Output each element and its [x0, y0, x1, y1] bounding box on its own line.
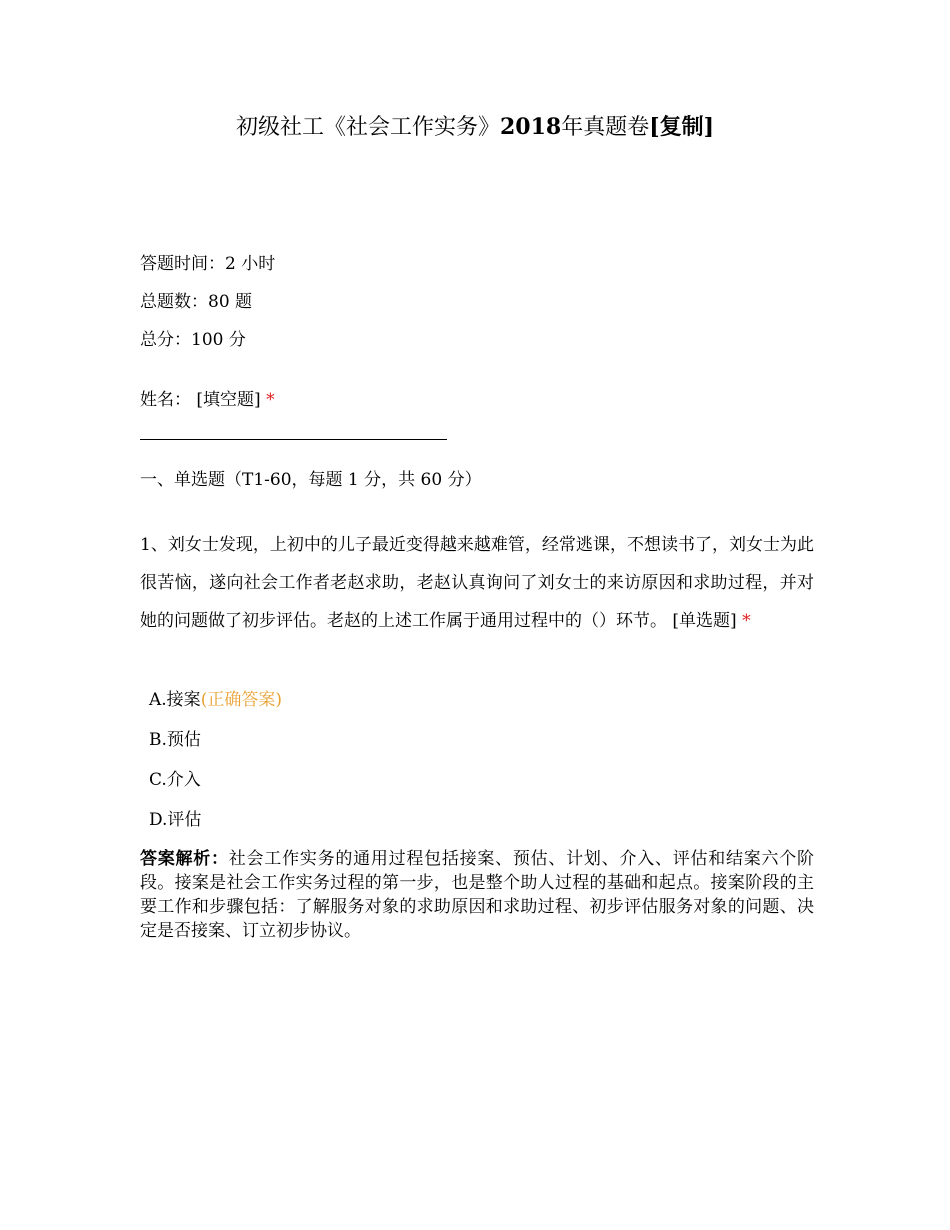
option-b-label: B.预估	[149, 730, 201, 750]
title-year: 2018	[499, 114, 562, 140]
name-question	[140, 388, 275, 412]
correct-answer-tag: (正确答案)	[200, 690, 282, 710]
question-1-text: 1、刘女士发现，上初中的儿子最近变得越来越难管，经常逃课，不想读书了，刘女士为此很苦恼，遂向社会工作者老赵求助，老赵认真询问了刘女士的来访原因和求助过程，并对她的问题做了初步评估。老赵的上述工作属于通用过程中的（）环节。	[140, 535, 814, 631]
option-a-label: A.接案	[149, 690, 201, 710]
question-1-type: [单选题]	[672, 611, 737, 631]
answer-analysis	[140, 847, 814, 943]
question-1	[140, 526, 814, 640]
name-type: [填空题]	[196, 390, 261, 410]
page-title	[0, 112, 950, 143]
title-copy-tag: [复制]	[649, 114, 715, 140]
title-part-3: 年真题卷	[561, 115, 650, 140]
answer-time: 答题时间：2 小时	[140, 254, 276, 274]
option-d-label: D.评估	[149, 810, 202, 830]
total-score: 总分：100 分	[140, 330, 246, 350]
option-d[interactable]	[149, 808, 201, 832]
analysis-text: 社会工作实务的通用过程包括接案、预估、计划、介入、评估和结案六个阶段。接案是社会工作实务过程的第一步，也是整个助人过程的基础和起点。接案阶段的主要工作和步骤包括：了解服务对象的求助原因和求助过程、初步评估服务对象的问题、决定是否接案、订立初步协议。	[140, 849, 815, 941]
option-c[interactable]	[149, 768, 201, 792]
title-part-1: 初级社工《社会工作实务》	[235, 115, 500, 140]
question-count: 总题数：80 题	[140, 292, 253, 312]
option-a[interactable]	[149, 688, 282, 712]
section-heading: 一、单选题（T1-60，每题 1 分，共 60 分）	[140, 470, 482, 490]
analysis-label: 答案解析：	[140, 849, 229, 869]
option-b[interactable]	[149, 728, 201, 752]
question-1-required-mark: *	[742, 611, 751, 631]
name-input-line[interactable]	[140, 439, 447, 440]
option-c-label: C.介入	[149, 770, 201, 790]
required-mark: *	[266, 390, 275, 410]
name-label: 姓名：	[140, 390, 191, 410]
